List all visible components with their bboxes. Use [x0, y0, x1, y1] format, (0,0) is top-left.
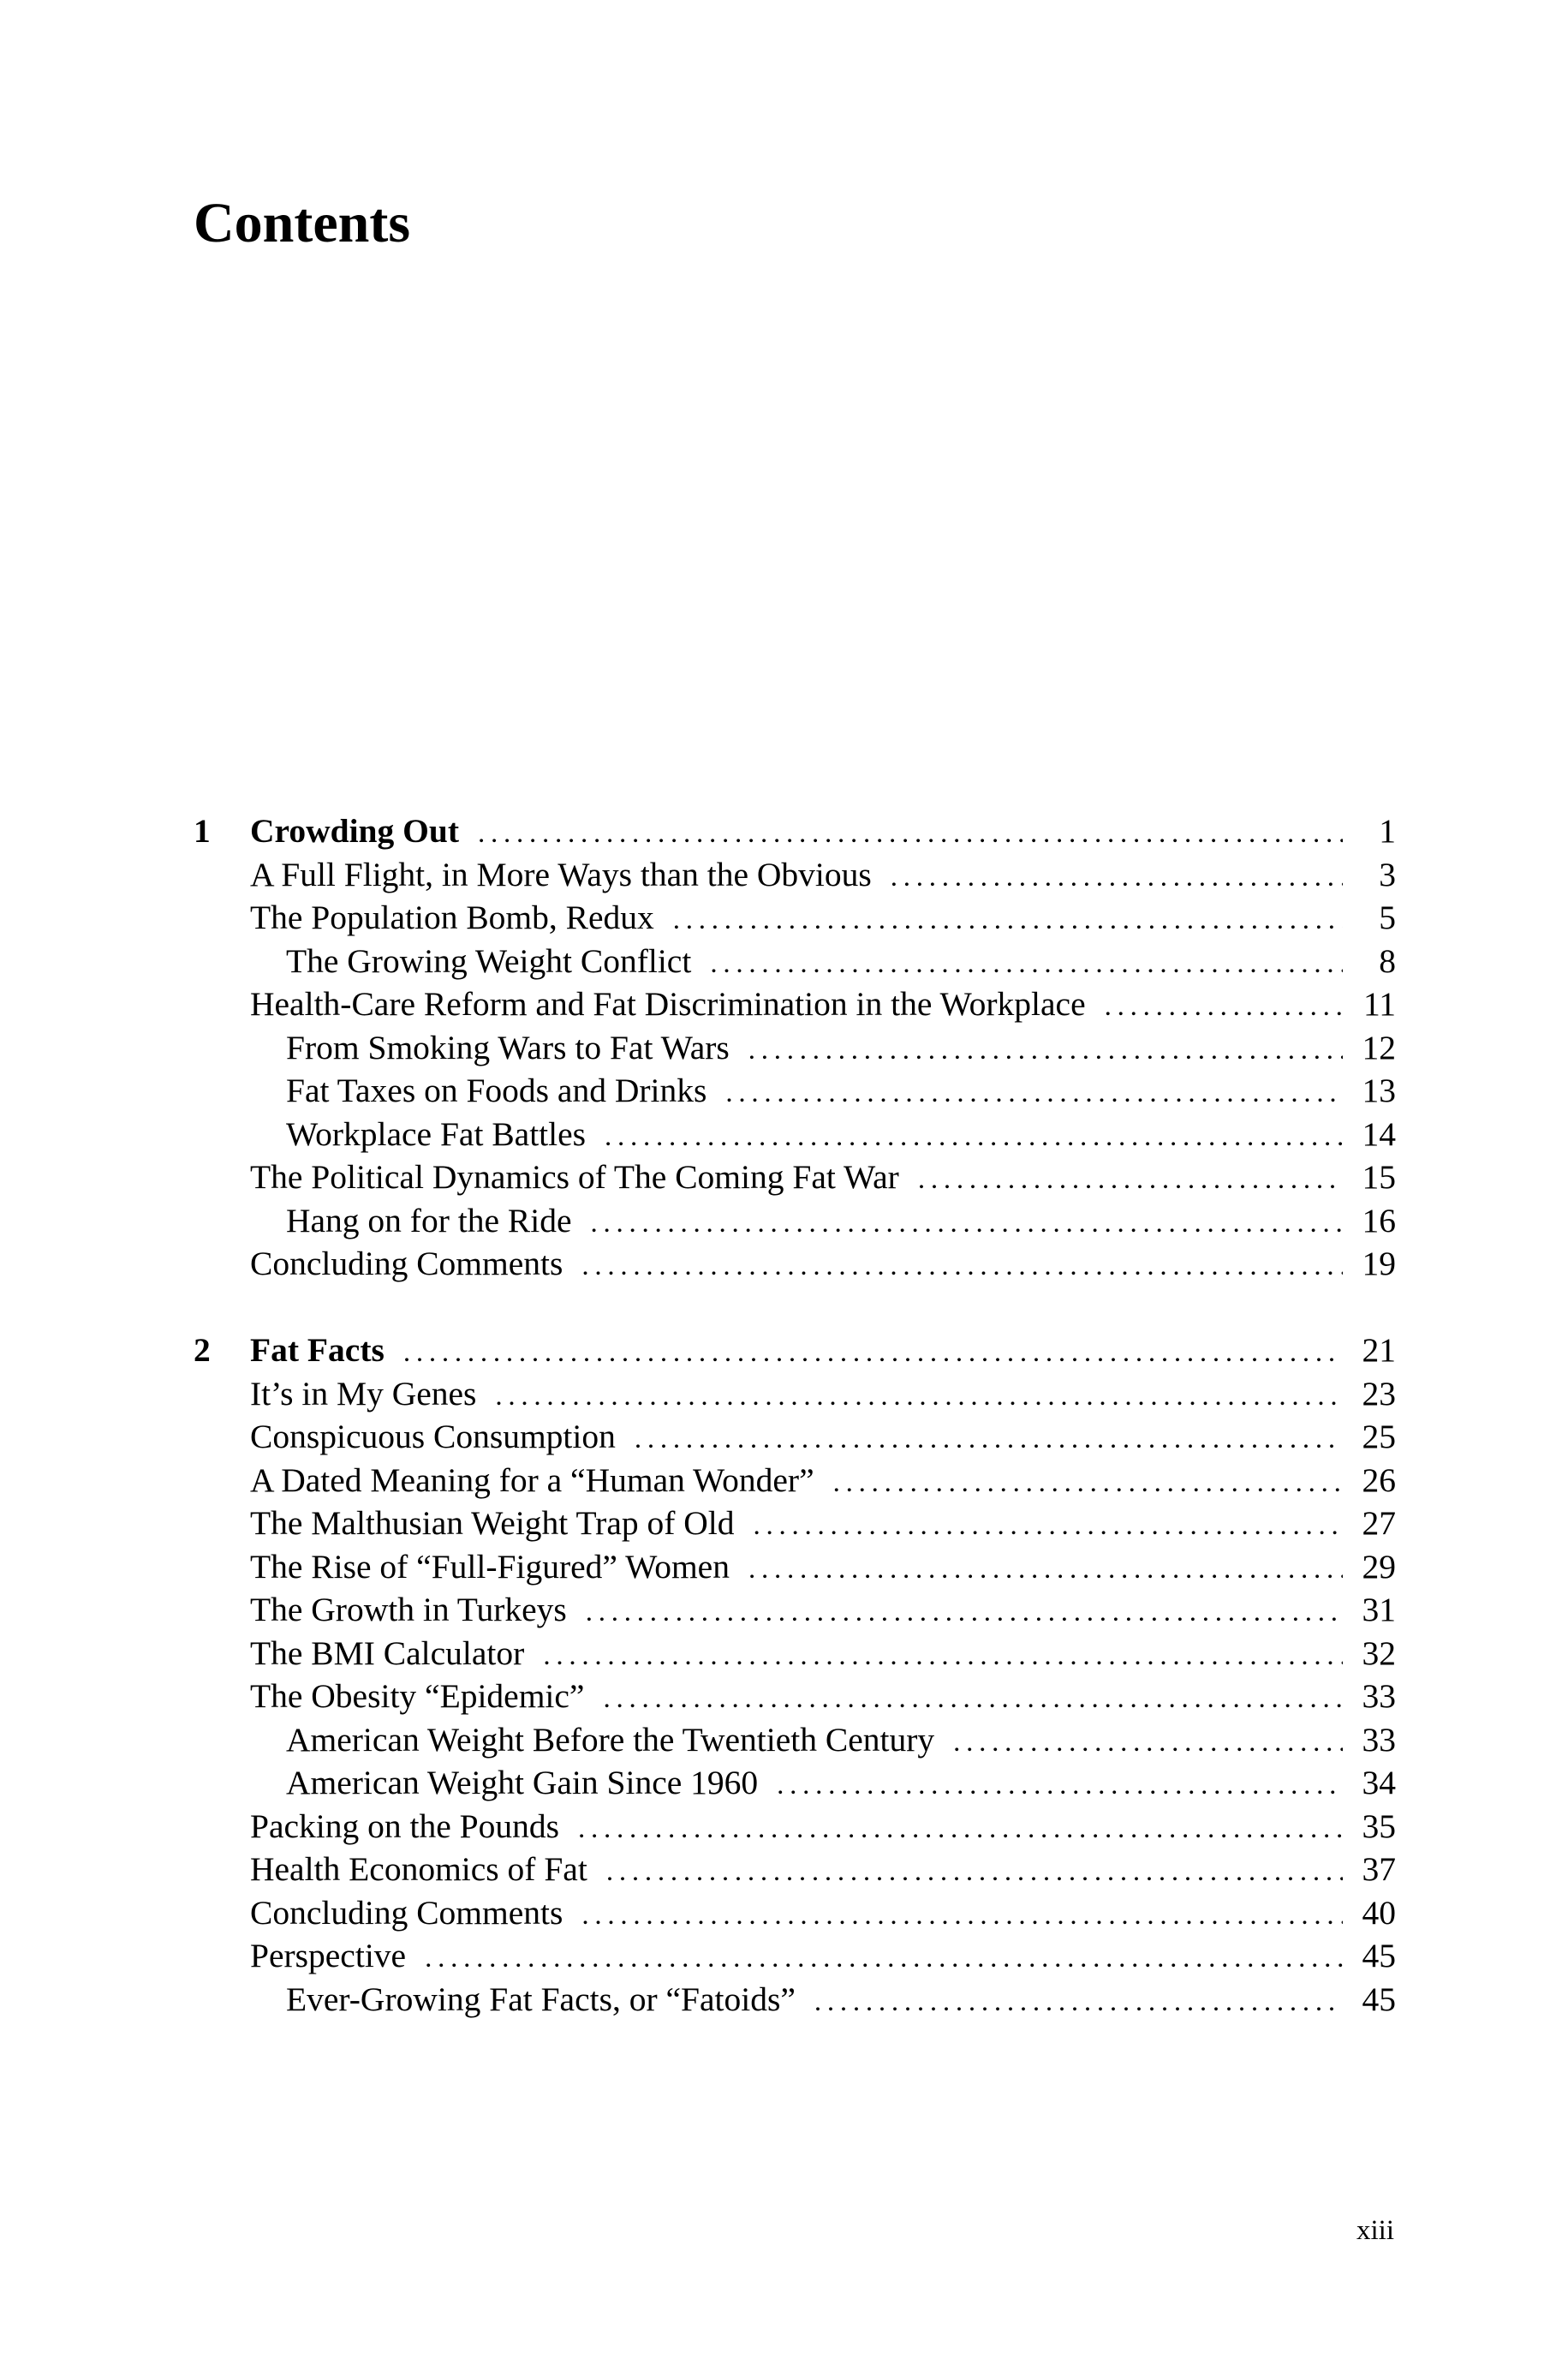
- dot-leader: [495, 1375, 1343, 1418]
- toc-entry[interactable]: [194, 1242, 1396, 1286]
- dot-leader: [590, 1202, 1343, 1245]
- page-number: 40: [1362, 1893, 1396, 1932]
- page-number: 19: [1362, 1245, 1396, 1282]
- dot-leader: [754, 1504, 1343, 1548]
- page-number: 12: [1362, 1028, 1396, 1066]
- toc-subentry[interactable]: [194, 940, 1396, 983]
- page-number: 37: [1362, 1850, 1396, 1888]
- page-number: 45: [1362, 1980, 1396, 2018]
- page-number: 8: [1379, 941, 1396, 980]
- toc-subentry[interactable]: [194, 1978, 1396, 2022]
- dot-leader: [748, 1029, 1343, 1072]
- toc-entry[interactable]: [194, 853, 1396, 897]
- dot-leader: [1105, 985, 1343, 1029]
- dot-leader: [606, 1850, 1343, 1894]
- entry-title: Ever-Growing Fat Facts, or “Fatoids”: [286, 1980, 796, 2018]
- dot-leader: [478, 812, 1343, 856]
- entry-title: The BMI Calculator: [250, 1633, 525, 1672]
- toc-subentry[interactable]: [194, 1718, 1396, 1762]
- page-number: 14: [1362, 1114, 1396, 1153]
- entry-title: It’s in My Genes: [250, 1374, 477, 1412]
- toc-subentry[interactable]: [194, 1113, 1396, 1156]
- page-number: 1: [1379, 812, 1396, 850]
- toc-entry[interactable]: [194, 1415, 1396, 1459]
- dot-leader: [586, 1591, 1343, 1634]
- entry-title: From Smoking Wars to Fat Wars: [286, 1028, 730, 1066]
- dot-leader: [581, 1894, 1343, 1938]
- page-number: 33: [1362, 1720, 1396, 1759]
- chapter-2: [194, 1329, 1396, 2021]
- entry-title: The Growth in Turkeys: [250, 1591, 567, 1628]
- page-number: 29: [1362, 1547, 1396, 1586]
- page-number: 35: [1362, 1807, 1396, 1845]
- page-number: 32: [1362, 1633, 1396, 1672]
- toc-entry[interactable]: [194, 982, 1396, 1026]
- page-title: Contents: [194, 192, 411, 254]
- page-number: 23: [1362, 1374, 1396, 1412]
- page-number: 11: [1362, 985, 1396, 1023]
- toc-entry[interactable]: [194, 1632, 1396, 1675]
- entry-title: Hang on for the Ride: [286, 1201, 572, 1239]
- entry-title: Workplace Fat Battles: [286, 1114, 587, 1153]
- dot-leader: [748, 1548, 1343, 1592]
- toc-subentry[interactable]: [194, 1069, 1396, 1113]
- chapter-1: [194, 809, 1396, 1286]
- dot-leader: [635, 1418, 1343, 1461]
- entry-title: A Dated Meaning for a “Human Wonder”: [250, 1460, 814, 1499]
- page-number: 26: [1362, 1460, 1396, 1499]
- page-number: 13: [1362, 1072, 1396, 1109]
- toc-entry[interactable]: [194, 1588, 1396, 1632]
- dot-leader: [918, 1158, 1343, 1202]
- toc-entry[interactable]: [194, 896, 1396, 940]
- toc-entry[interactable]: [194, 1805, 1396, 1848]
- dot-leader: [777, 1764, 1343, 1807]
- dot-leader: [673, 899, 1343, 942]
- page-number: 25: [1362, 1418, 1396, 1455]
- toc-entry[interactable]: [194, 1934, 1396, 1978]
- entry-title: A Full Flight, in More Ways than the Obvious: [250, 855, 872, 893]
- dot-leader: [603, 1677, 1343, 1721]
- page-number: 45: [1362, 1937, 1396, 1974]
- page-number: 16: [1362, 1201, 1396, 1239]
- toc-subentry[interactable]: [194, 1026, 1396, 1070]
- dot-leader: [425, 1937, 1343, 1980]
- page-number: 27: [1362, 1504, 1396, 1542]
- page-number: 3: [1379, 855, 1396, 893]
- dot-leader: [814, 1980, 1343, 2024]
- dot-leader: [710, 942, 1343, 986]
- toc-entry[interactable]: [194, 1156, 1396, 1199]
- entry-title: The Rise of “Full-Figured” Women: [250, 1547, 730, 1586]
- toc-entry[interactable]: [194, 1545, 1396, 1589]
- dot-leader: [403, 1331, 1343, 1375]
- page-number: 34: [1362, 1764, 1396, 1801]
- toc-subentry[interactable]: [194, 1199, 1396, 1243]
- entry-title: Health-Care Reform and Fat Discrimination in the Workplace: [250, 985, 1086, 1023]
- page-number: 5: [1379, 899, 1396, 936]
- page-number: 33: [1362, 1677, 1396, 1715]
- toc-entry[interactable]: [194, 1502, 1396, 1545]
- table-of-contents: [194, 809, 1396, 2064]
- entry-title: The Political Dynamics of The Coming Fat War: [250, 1158, 899, 1196]
- page-number: 21: [1362, 1331, 1396, 1369]
- dot-leader: [605, 1115, 1343, 1159]
- dot-leader: [578, 1807, 1343, 1851]
- dot-leader: [581, 1245, 1343, 1288]
- entry-title: American Weight Gain Since 1960: [286, 1764, 759, 1801]
- entry-title: Perspective: [250, 1937, 407, 1974]
- entry-title: The Obesity “Epidemic”: [250, 1677, 585, 1715]
- entry-title: Fat Taxes on Foods and Drinks: [286, 1072, 707, 1109]
- dot-leader: [953, 1721, 1343, 1765]
- toc-entry[interactable]: [194, 1848, 1396, 1891]
- entry-title: Packing on the Pounds: [250, 1807, 559, 1845]
- toc-entry[interactable]: [194, 1891, 1396, 1935]
- entry-title: The Population Bomb, Redux: [250, 899, 654, 936]
- dot-leader: [891, 856, 1343, 899]
- page-number: 31: [1362, 1591, 1396, 1628]
- entry-title: American Weight Before the Twentieth Century: [286, 1720, 935, 1759]
- chapter-heading[interactable]: [194, 1329, 1396, 1372]
- toc-entry[interactable]: [194, 1675, 1396, 1718]
- entry-title: The Growing Weight Conflict: [286, 941, 692, 980]
- entry-title: Health Economics of Fat: [250, 1850, 587, 1888]
- entry-title: Conspicuous Consumption: [250, 1418, 616, 1455]
- chapter-title: Fat Facts: [250, 1331, 385, 1369]
- page-folio: xiii: [1356, 2215, 1395, 2246]
- chapter-heading[interactable]: [194, 809, 1396, 853]
- entry-title: The Malthusian Weight Trap of Old: [250, 1504, 735, 1542]
- dot-leader: [543, 1634, 1343, 1678]
- toc-entry[interactable]: [194, 1459, 1396, 1502]
- chapter-number: 1: [194, 812, 211, 850]
- entry-title: Concluding Comments: [250, 1245, 563, 1282]
- chapter-number: 2: [194, 1331, 211, 1369]
- toc-subentry[interactable]: [194, 1761, 1396, 1805]
- dot-leader: [725, 1072, 1343, 1115]
- page-number: 15: [1362, 1158, 1396, 1196]
- toc-entry[interactable]: [194, 1372, 1396, 1416]
- entry-title: Concluding Comments: [250, 1893, 563, 1932]
- dot-leader: [833, 1461, 1343, 1505]
- chapter-title: Crowding Out: [250, 812, 460, 850]
